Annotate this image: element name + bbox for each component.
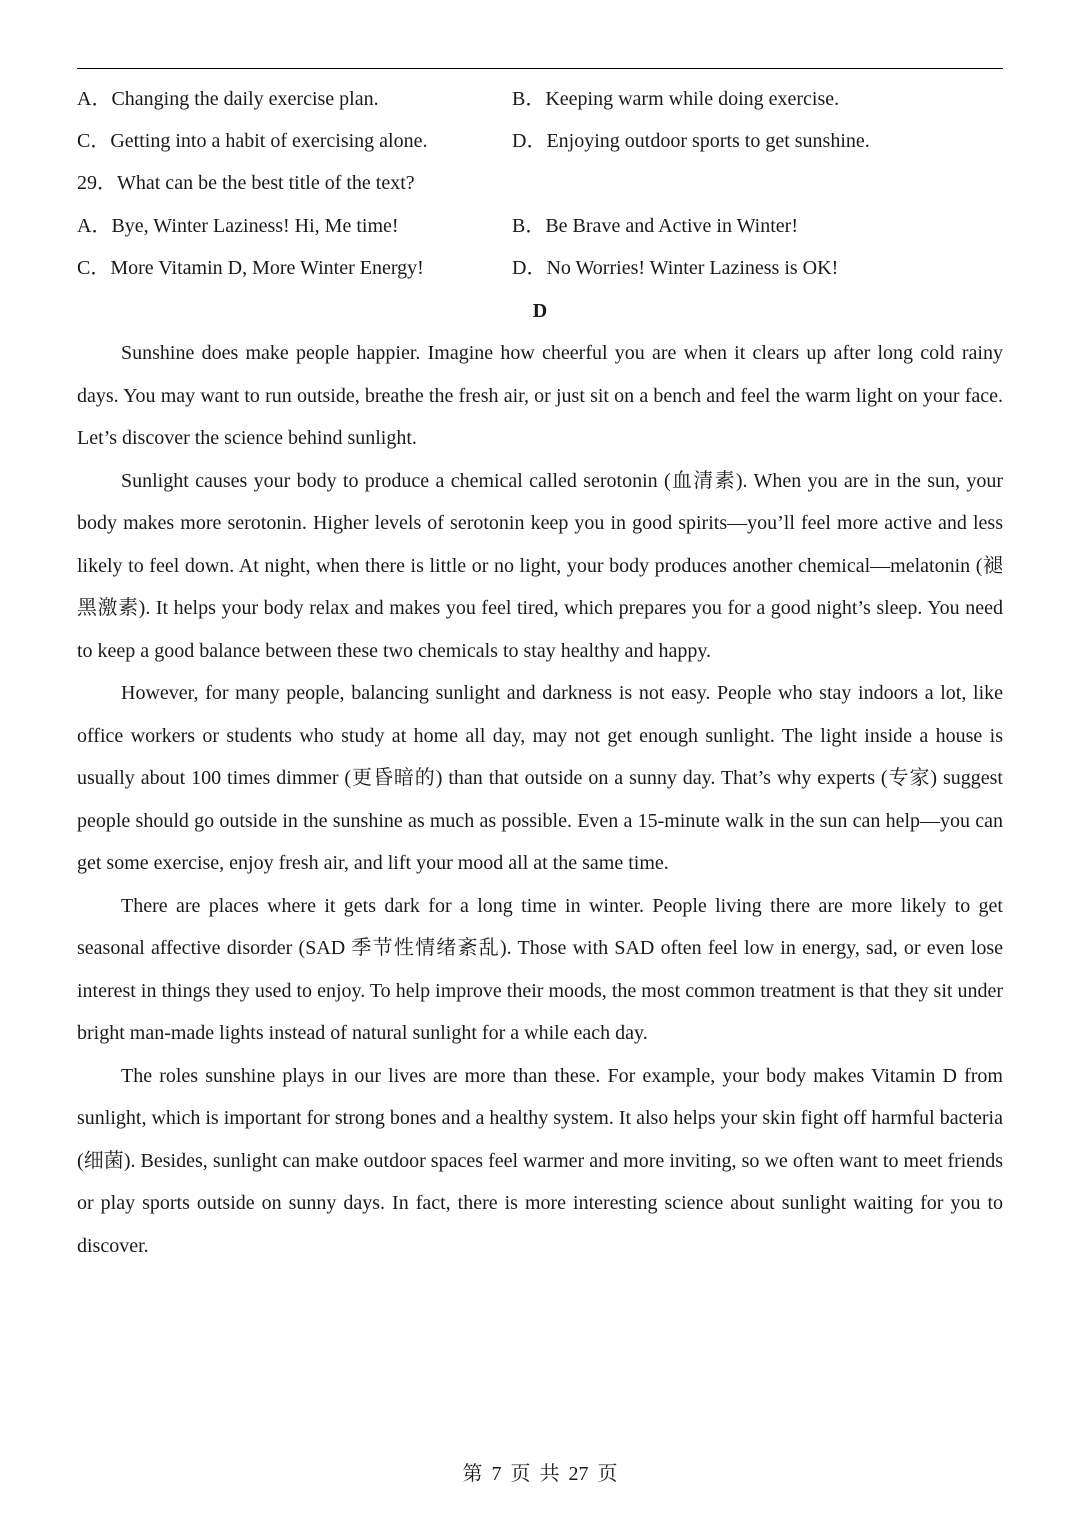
q28-option-c[interactable] [77, 126, 427, 156]
passage-paragraph-5: The roles sunshine plays in our lives are more than these. For example, your body makes Vitamin D from sunlight, which is important for strong bones and a healthy system. It also helps your skin fight off harmful bacteria (细菌). Besides, sunlight can make outdoor spaces feel warmer and more inviting, so we often want to meet friends or play sports outside on sunny days. In fact, there is more interesting science about sunlight waiting for you to discover. [77, 1064, 1003, 1257]
passage-paragraph-2: Sunlight causes your body to produce a chemical called serotonin (血清素). When you are in the sun, your body makes more serotonin. Higher levels of serotonin keep you in good spirits—you’ll feel more active and less likely to feel down. At night, when there is little or no light, your body produces another chemical—melatonin (褪黑激素). It helps your body relax and makes you feel tired, which prepares you for a good night’s sleep. You need to keep a good balance between these two chemicals to stay healthy and happy. [77, 469, 1003, 662]
q29-option-a[interactable] [77, 211, 399, 241]
option-text: Be Brave and Active in Winter! [545, 215, 798, 237]
option-text: More Vitamin D, More Winter Energy! [110, 257, 424, 279]
option-text: Enjoying outdoor sports to get sunshine. [546, 130, 870, 152]
section-title: D [532, 300, 548, 322]
question-text: What can be the best title of the text? [117, 172, 415, 194]
q28-options-row-2 [77, 126, 1007, 156]
question-number: 29． [77, 172, 117, 194]
option-text: Bye, Winter Laziness! Hi, Me time! [111, 215, 399, 237]
q29-options-row-1 [77, 211, 1007, 241]
page-footer: 第 7 页 共 27 页 [462, 1463, 618, 1485]
option-text: Getting into a habit of exercising alone. [110, 130, 428, 152]
option-label: B． [512, 88, 546, 110]
q29-stem [77, 168, 415, 198]
q28-option-a[interactable] [77, 84, 379, 114]
q28-option-d[interactable] [512, 126, 870, 156]
q29-option-d[interactable] [512, 253, 838, 283]
option-label: C． [77, 257, 111, 279]
option-text: Keeping warm while doing exercise. [545, 88, 840, 110]
option-text: No Worries! Winter Laziness is OK! [546, 257, 839, 279]
q28-option-b[interactable] [512, 84, 839, 114]
option-label: A． [77, 88, 112, 110]
option-text: Changing the daily exercise plan. [111, 88, 379, 110]
option-label: C． [77, 130, 111, 152]
option-label: D． [512, 130, 547, 152]
passage-paragraph-3: However, for many people, balancing sunlight and darkness is not easy. People who stay indoors a lot, like office workers or students who study at home all day, may not get enough sunlight. The light inside a house is usually about 100 times dimmer (更昏暗的) than that outside on a sunny day. That’s why experts (专家) suggest people should go outside in the sunshine as much as possible. Even a 15-minute walk in the sun can help—you can get some exercise, enjoy fresh air, and lift your mood all at the same time. [77, 682, 1003, 874]
option-label: A． [77, 215, 112, 237]
passage-paragraph-4: There are places where it gets dark for a long time in winter. People living there are more likely to get seasonal affective disorder (SAD 季节性情绪紊乱). Those with SAD often feel low in energy, sad, or even lose interest in things they used to enjoy. To help improve their moods, the most common treatment is that they sit under bright man-made lights instead of natural sunlight for a while each day. [77, 894, 1003, 1044]
q29-option-b[interactable] [512, 211, 798, 241]
q28-options-row-1 [77, 84, 1007, 114]
option-label: D． [512, 257, 547, 279]
q29-options-row-2 [77, 253, 1007, 283]
passage-paragraph-1: Sunshine does make people happier. Imagine how cheerful you are when it clears up after long cold rainy days. You may want to run outside, breathe the fresh air, or just sit on a bench and feel the warm light on your face. Let’s discover the science behind sunlight. [77, 342, 1003, 449]
q29-option-c[interactable] [77, 253, 424, 283]
top-divider [77, 68, 1003, 69]
option-label: B． [512, 215, 546, 237]
reading-passage [77, 332, 1003, 1267]
